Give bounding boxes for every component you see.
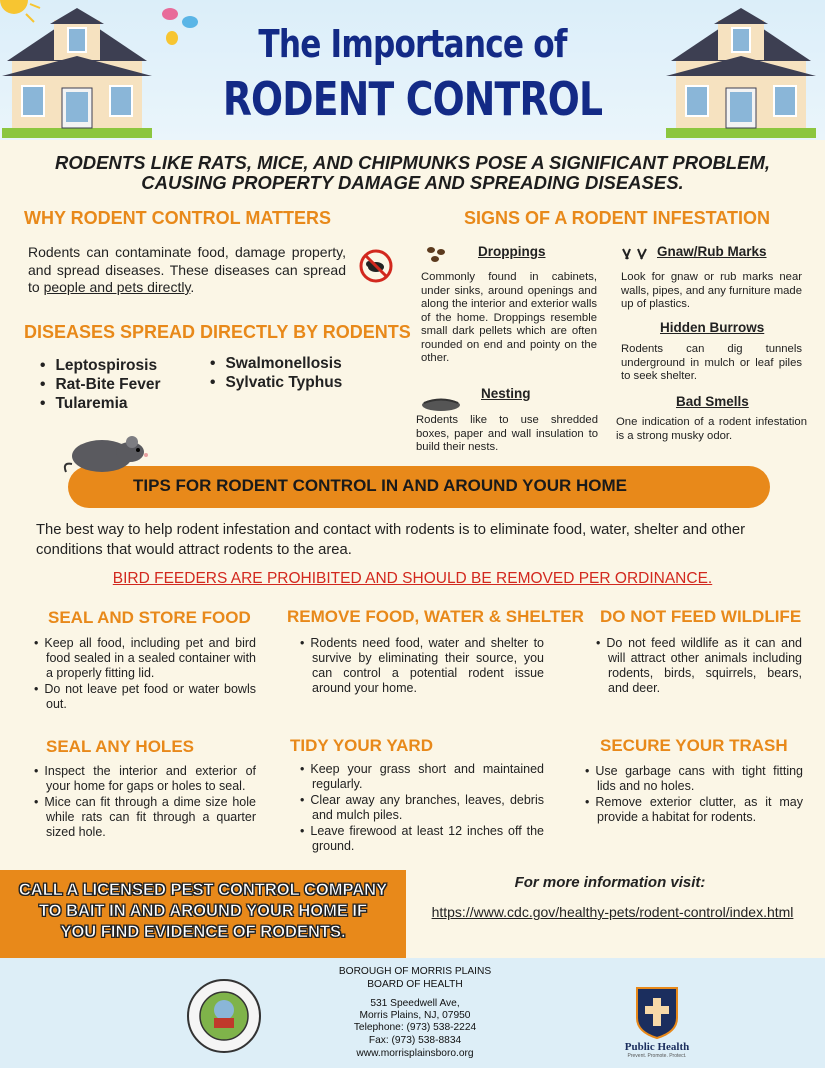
disease-item: • Swalmonellosis bbox=[210, 354, 342, 373]
diseases-list-col2 bbox=[210, 354, 342, 392]
seal-food-list bbox=[30, 636, 256, 713]
droppings-title: Droppings bbox=[478, 244, 546, 259]
footer-org1: BOROUGH OF MORRIS PLAINS bbox=[338, 966, 492, 977]
smells-title: Bad Smells bbox=[676, 394, 749, 409]
no-feed-list bbox=[592, 636, 802, 697]
seal-food-heading: SEAL AND STORE FOOD bbox=[48, 608, 251, 627]
borough-seal-logo bbox=[186, 978, 262, 1054]
footer-address1: 531 Speedwell Ave, bbox=[370, 998, 460, 1009]
footer-address2: Morris Plains, NJ, 07950 bbox=[359, 1010, 471, 1021]
gnaw-text: Look for gnaw or rub marks near walls, pipes, and any furniture made up of plastics. bbox=[621, 271, 802, 310]
footer-fax: Fax: (973) 538-8834 bbox=[368, 1035, 462, 1046]
page-title-line2: RODENT CONTROL bbox=[222, 72, 603, 126]
tips-banner-title: TIPS FOR RODENT CONTROL IN AND AROUND YOUR HOME bbox=[133, 476, 627, 495]
tidy-yard-list bbox=[296, 762, 544, 855]
list-item: • Use garbage cans with tight fitting lids and no holes. bbox=[581, 764, 803, 794]
public-health-logo bbox=[612, 984, 702, 1058]
list-item: • Mice can fit through a dime size hole while rats can fit through a quarter sized hole. bbox=[30, 795, 256, 840]
list-item: • Do not leave pet food or water bowls out. bbox=[30, 682, 256, 712]
more-info-label: For more information visit: bbox=[514, 874, 706, 891]
disease-item: • Sylvatic Typhus bbox=[210, 373, 342, 392]
no-feed-heading: DO NOT FEED WILDLIFE bbox=[600, 607, 802, 626]
tips-intro: The best way to help rodent infestation and contact with rodents is to eliminate food, water, shelter and other conditions that would attract rodents to the area. bbox=[36, 522, 746, 558]
cdc-link[interactable]: https://www.cdc.gov/healthy-pets/rodent-control/index.html bbox=[431, 904, 794, 920]
burrows-text: Rodents can dig tunnels underground in mulch or leaf piles to seek shelter. bbox=[621, 343, 802, 382]
list-item: • Inspect the interior and exterior of your home for gaps or holes to seal. bbox=[30, 764, 256, 794]
nesting-text: Rodents like to use shredded boxes, paper and wall insulation to build their nests. bbox=[416, 414, 598, 453]
remove-food-list bbox=[296, 636, 544, 697]
list-item: • Do not feed wildlife as it can and will attract other animals including rodents, birds, squirrels, bears, and deer. bbox=[592, 636, 802, 696]
smells-text: One indication of a rodent infestation is a strong musky odor. bbox=[616, 416, 807, 442]
remove-food-heading: REMOVE FOOD, WATER & SHELTER bbox=[287, 607, 584, 626]
seal-holes-list bbox=[30, 764, 256, 841]
signs-heading: SIGNS OF A RODENT INFESTATION bbox=[464, 208, 770, 228]
droppings-icon bbox=[424, 244, 450, 264]
diseases-heading: DISEASES SPREAD DIRECTLY BY RODENTS bbox=[24, 322, 411, 342]
page-title-line1: The Importance of bbox=[258, 22, 567, 66]
seal-holes-heading: SEAL ANY HOLES bbox=[46, 737, 194, 756]
disease-item: • Rat-Bite Fever bbox=[40, 375, 161, 394]
footer-website[interactable]: www.morrisplainsboro.org bbox=[356, 1048, 474, 1059]
droppings-text: Commonly found in cabinets, under sinks, around openings and along the interior and exterior walls of the home. Droppings resemble small dark pellets which are often rounded on end and pointy on the other. bbox=[421, 271, 597, 364]
list-item: • Remove exterior clutter, as it may provide a habitat for rodents. bbox=[581, 795, 803, 825]
list-item: • Clear away any branches, leaves, debris and mulch piles. bbox=[296, 793, 544, 823]
gnaw-marks-icon bbox=[620, 246, 650, 262]
list-item: • Keep your grass short and maintained regularly. bbox=[296, 762, 544, 792]
svg-text:Prevent. Promote. Protect.: Prevent. Promote. Protect. bbox=[627, 1053, 687, 1058]
tidy-yard-heading: TIDY YOUR YARD bbox=[290, 736, 433, 755]
why-underlined: people and pets directly bbox=[43, 279, 191, 295]
secure-trash-heading: SECURE YOUR TRASH bbox=[600, 736, 788, 755]
footer-phone: Telephone: (973) 538-2224 bbox=[353, 1022, 477, 1033]
burrows-title: Hidden Burrows bbox=[660, 320, 765, 335]
list-item: • Leave firewood at least 12 inches off the ground. bbox=[296, 824, 544, 854]
bird-feeder-warning: BIRD FEEDERS ARE PROHIBITED AND SHOULD BE REMOVED PER ORDINANCE. bbox=[112, 570, 713, 587]
list-item: • Keep all food, including pet and bird food sealed in a sealed container with a properly fitting lid. bbox=[30, 636, 256, 681]
list-item: • Rodents need food, water and shelter to survive by eliminating their source, you can control a potential rodent issue around your home. bbox=[296, 636, 544, 696]
nest-icon bbox=[420, 394, 462, 412]
call-to-action-text: CALL A LICENSED PEST CONTROL COMPANY TO BAIT IN AND AROUND YOUR HOME IF YOU FIND EVIDENCE OF RODENTS. bbox=[18, 881, 388, 941]
footer-org2: BOARD OF HEALTH bbox=[367, 979, 463, 990]
intro-statement: RODENTS LIKE RATS, MICE, AND CHIPMUNKS POSE A SIGNIFICANT PROBLEM, CAUSING PROPERTY DAMAGE AND SPREADING DISEASES. bbox=[54, 152, 770, 193]
no-rodent-icon bbox=[358, 248, 394, 284]
rat-illustration bbox=[62, 432, 148, 478]
svg-text:Public Health: Public Health bbox=[624, 1041, 690, 1053]
diseases-list-col1 bbox=[40, 356, 161, 413]
secure-trash-list bbox=[581, 764, 803, 826]
disease-item: • Leptospirosis bbox=[40, 356, 161, 375]
disease-item: • Tularemia bbox=[40, 394, 161, 413]
gnaw-title: Gnaw/Rub Marks bbox=[657, 244, 767, 259]
why-paragraph: Rodents can contaminate food, damage property, and spread diseases. These diseases can spread to people and pets directly. bbox=[28, 244, 346, 295]
nesting-title: Nesting bbox=[481, 386, 531, 401]
why-heading: WHY RODENT CONTROL MATTERS bbox=[24, 208, 331, 228]
